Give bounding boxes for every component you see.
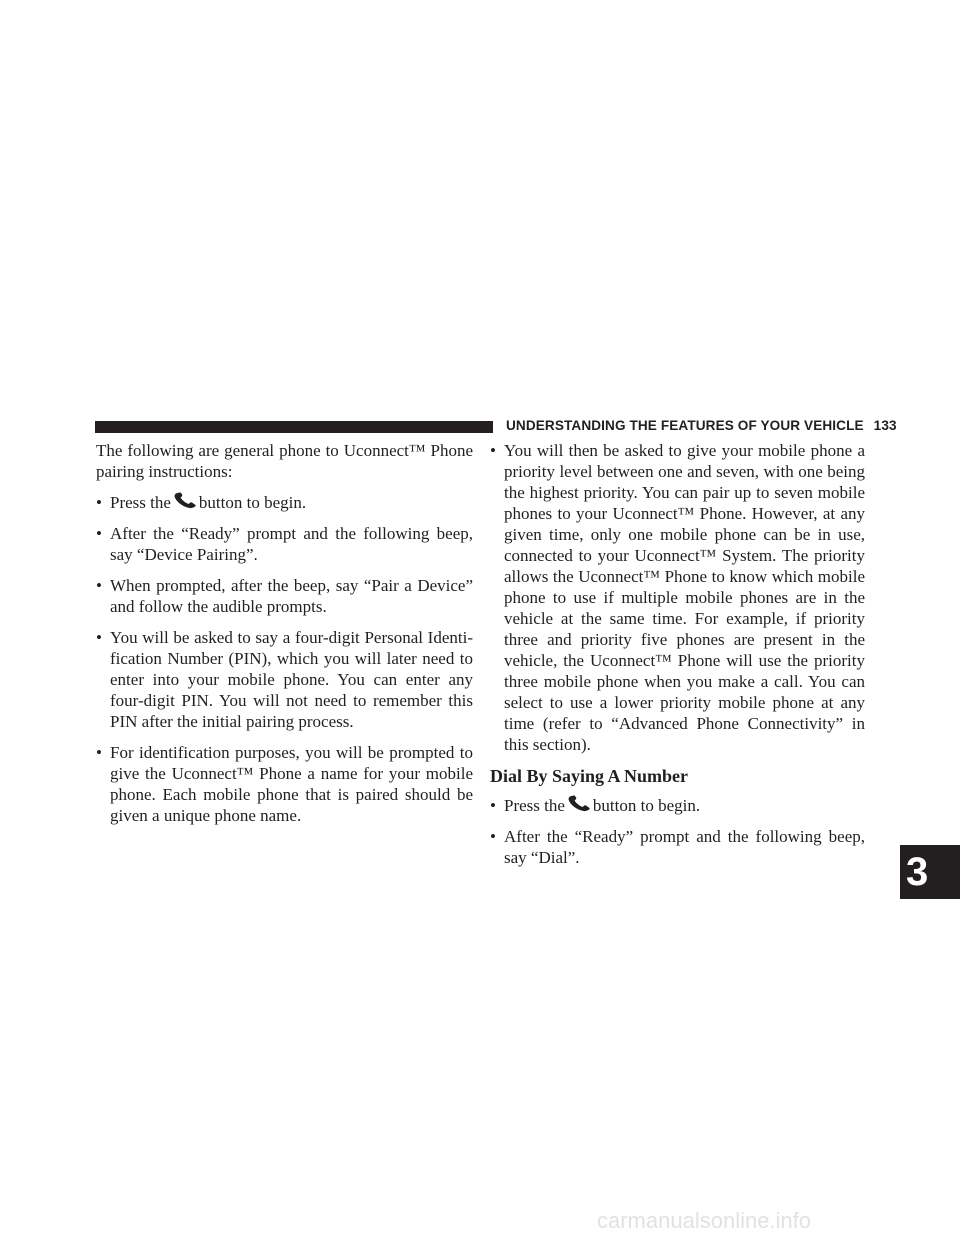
dial-steps-list <box>490 795 865 868</box>
page-number: 133 <box>873 418 897 433</box>
right-column <box>490 440 865 878</box>
priority-list <box>490 440 865 755</box>
phone-icon <box>567 795 591 812</box>
section-title: UNDERSTANDING THE FEATURES OF YOUR VEHICLE <box>506 418 864 433</box>
list-item-text-post: button to begin. <box>198 493 307 512</box>
list-item <box>490 795 865 816</box>
left-column <box>96 440 473 836</box>
list-item-text-post: button to begin. <box>592 796 701 815</box>
list-item: • For identification purposes, you will be prompted to give the Uconnect™ Phone a name for your mobile phone. Each mobile phone that is paired should be given a unique phone name. <box>96 742 473 826</box>
running-header <box>506 418 897 433</box>
list-item: • When prompted, after the beep, say “Pair a Device” and follow the audible prompts. <box>96 575 473 617</box>
phone-icon <box>173 492 197 509</box>
chapter-tab: 3 <box>900 845 960 899</box>
list-item: • After the “Ready” prompt and the following beep, say “Dial”. <box>490 826 865 868</box>
list-item-text-pre: Press the <box>110 493 171 512</box>
section-heading: Dial By Saying A Number <box>490 766 689 786</box>
pairing-steps-list <box>96 492 473 826</box>
intro-paragraph: The following are general phone to Uconnect™ Phone pairing instructions: <box>96 441 473 481</box>
list-item: • You will be asked to say a four-digit Personal Identi-fication Number (PIN), which you will later need to enter into your mobile phone. You can enter any four-digit PIN. You will not need to remember this PIN after the initial pairing process. <box>96 627 473 732</box>
list-item: • After the “Ready” prompt and the following beep, say “Device Pairing”. <box>96 523 473 565</box>
list-item-text-pre: Press the <box>504 796 565 815</box>
list-item: • You will then be asked to give your mobile phone a priority level between one and seven, with one being the highest priority. You can pair up to seven mobile phones to your Uconnect™ Phone. However, at any given time, only one mobile phone can be in use, connected to your Uconnect™ System. The priority allows the Uconnect™ Phone to know which mobile phone to use if multiple mobile phones are in the vehicle at the same time. For example, if priority three and priority five phones are present in the vehicle, the Uconnect™ Phone will use the priority three mobile phone when you make a call. You can select to use a lower priority mobile phone at any time (refer to “Advanced Phone Connectivity” in this section). <box>490 440 865 755</box>
list-item <box>96 492 473 513</box>
header-rule <box>95 421 493 433</box>
watermark: carmanualsonline.info <box>597 1208 812 1233</box>
